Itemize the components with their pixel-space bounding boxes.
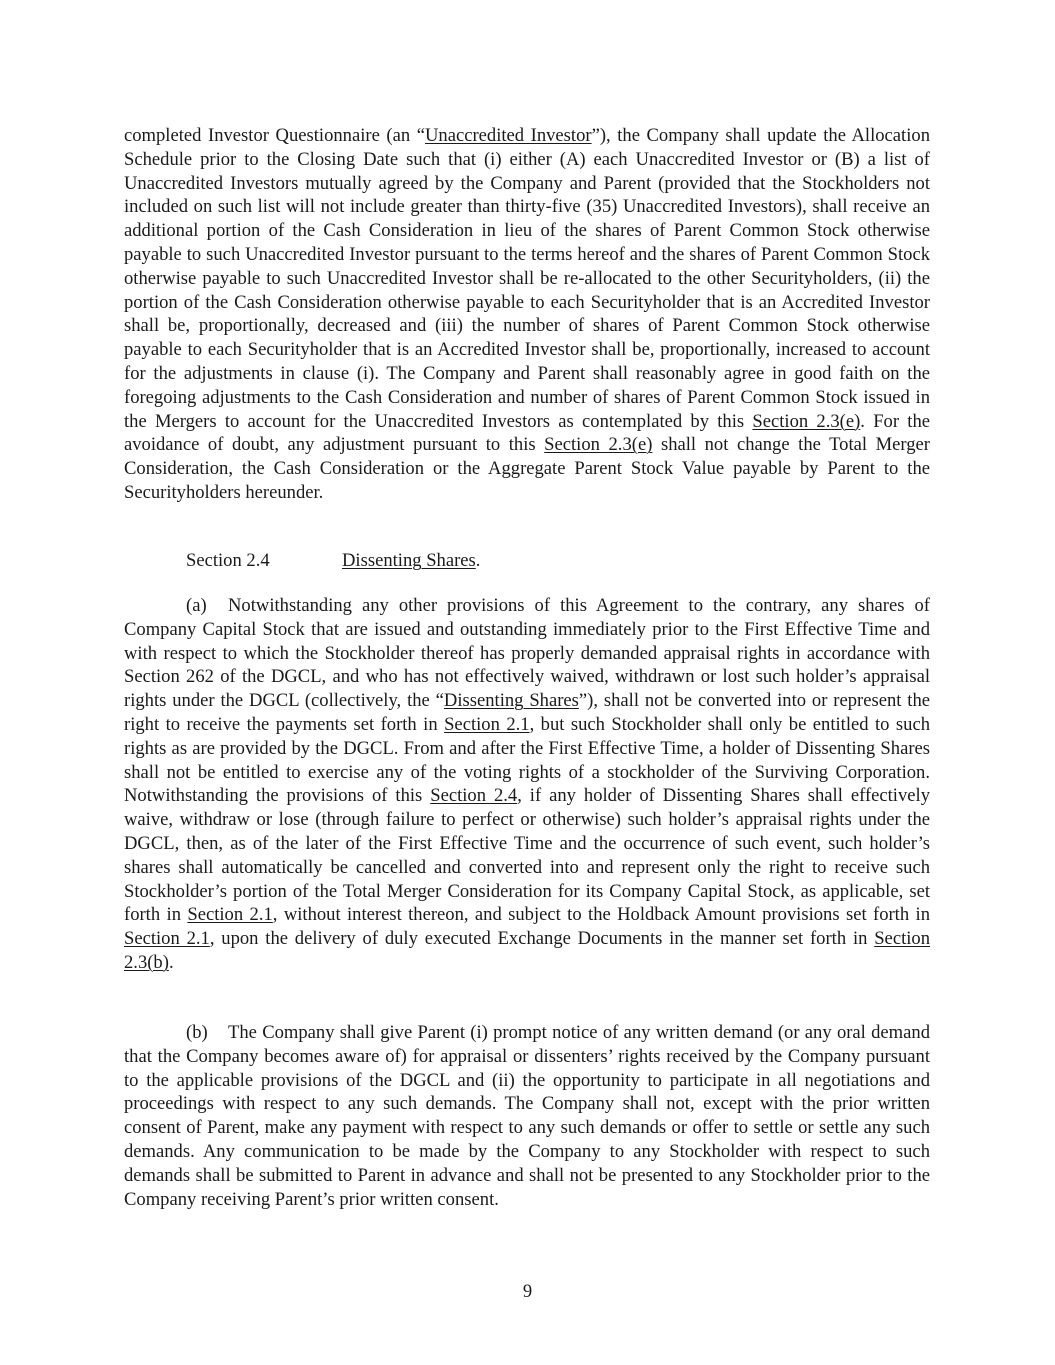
section-number: Section 2.4 bbox=[186, 550, 270, 571]
paragraph-label: (b) bbox=[186, 1022, 208, 1043]
section-reference-2-1: Section 2.1 bbox=[124, 928, 210, 950]
section-title-period: . bbox=[475, 550, 481, 571]
paragraph-text: . bbox=[168, 951, 174, 973]
defined-term-unaccredited-investor: Unaccredited Investor bbox=[424, 125, 592, 146]
paragraph-label: (a) bbox=[186, 595, 207, 616]
paragraph-text: , but such Stockholder shall only be entitled to such rights as are provided by the DGCL. From and after the First Effective Time, a holder of Dissenting Shares shall not be entitled to exercise any of the voting rights of a stockholder of the Surviving Corporation. Notwithstanding the provisions of this bbox=[124, 713, 930, 807]
defined-term-dissenting-shares: Dissenting Shares bbox=[443, 690, 579, 712]
paragraph-text: , upon the delivery of duly executed Exchange Documents in the manner set forth in bbox=[209, 928, 875, 950]
paragraph-text: , if any holder of Dissenting Shares shall effectively waive, withdraw or lose (through failure to perfect or otherwise) such holder’s appraisal rights under the DGCL, then, as of the later of the First Effective Time and the occurrence of such event, such holder’s shares shall automatically be cancelled and converted into and represent only the right to receive such Stockholder’s portion of the Total Merger Consideration for its Company Capital Stock, as applicable, set forth in bbox=[124, 785, 930, 926]
paragraph-text: ”), shall not be converted into or represent the right to receive the payments set forth in bbox=[124, 690, 931, 735]
paragraph-text: The Company shall give Parent (i) prompt notice of any written demand (or any oral demand that the Company becomes aware of) for appraisal or dissenters’ rights received by the Company pursuant to the applicable provisions of the DGCL and (ii) the opportunity to participate in all negotiations and proceedings with respect to any such demands. The Company shall not, except with the prior written consent of Parent, make any payment with respect to any such demands or offer to settle or settle any such demands. Any communication to be made by the Company to any Stockholder with respect to such demands shall be submitted to Parent in advance and shall not be presented to any Stockholder prior to the Company receiving Parent’s prior written consent. bbox=[124, 1022, 930, 1210]
paragraph-text: , without interest thereon, and subject to the Holdback Amount provisions set forth in bbox=[272, 904, 930, 926]
paragraph-text: ”), the Company shall update the Allocation Schedule prior to the Closing Date such that (i) either (A) each Unaccredited Investor or (B) a list of Unaccredited Investors mutually agreed by the Company and Parent (provided that the Stockholders not included on such list will not include greater than thirty-five (35) Unaccredited Investors), shall receive an additional portion of the Cash Consideration in lieu of the shares of Parent Common Stock otherwise payable to such Unaccredited Investor pursuant to the terms hereof and the shares of Parent Common Stock otherwise payable to such Unaccredited Investor shall be re-allocated to the other Securityholders, (ii) the portion of the Cash Consideration otherwise payable to each Securityholder that is an Accredited Investor shall be, proportionally, decreased and (iii) the number of shares of Parent Common Stock otherwise payable to each Securityholder that is an Accredited Investor shall be, proportionally, increased to account for the adjustments in clause (i). The Company and Parent shall reasonably agree in good faith on the foregoing adjustments to the Cash Consideration and number of shares of Parent Common Stock issued in the Mergers to account for the Unaccredited Investors as contemplated by this bbox=[124, 125, 930, 432]
section-title: Dissenting Shares bbox=[342, 550, 476, 571]
paragraph-b-notice-of-demands bbox=[124, 1021, 930, 1211]
paragraph-text: shall not change the Total Merger Consideration, the Cash Consideration or the Aggregate Parent Stock Value payable by Parent to the Securityholders hereunder. bbox=[124, 434, 930, 503]
section-reference-2-1: Section 2.1 bbox=[444, 713, 530, 735]
section-heading-2-4 bbox=[186, 549, 786, 573]
section-reference-2-3-b: Section 2.3(b) bbox=[124, 928, 930, 973]
paragraph-text: . For the avoidance of doubt, any adjustment pursuant to this bbox=[124, 410, 930, 456]
section-reference-2-3-e: Section 2.3(e) bbox=[544, 434, 653, 456]
paragraph-text: completed Investor Questionnaire (an “ bbox=[124, 125, 425, 146]
section-reference-2-3-e: Section 2.3(e) bbox=[752, 410, 861, 432]
section-reference-2-1: Section 2.1 bbox=[187, 904, 273, 926]
paragraph-unaccredited-investor-allocation bbox=[124, 124, 930, 505]
page-number: 9 bbox=[522, 1281, 533, 1302]
paragraph-a-dissenting-shares bbox=[124, 594, 930, 975]
section-reference-2-4: Section 2.4 bbox=[430, 785, 518, 807]
paragraph-text: Notwithstanding any other provisions of this Agreement to the contrary, any shares of Company Capital Stock that are issued and outstanding immediately prior to the First Effective Time and with respect to which the Stockholder thereof has properly demanded appraisal rights in accordance with Section 262 of the DGCL, and who has not effectively waived, withdrawn or lost such holder’s appraisal rights under the DGCL (collectively, the “ bbox=[124, 595, 930, 712]
